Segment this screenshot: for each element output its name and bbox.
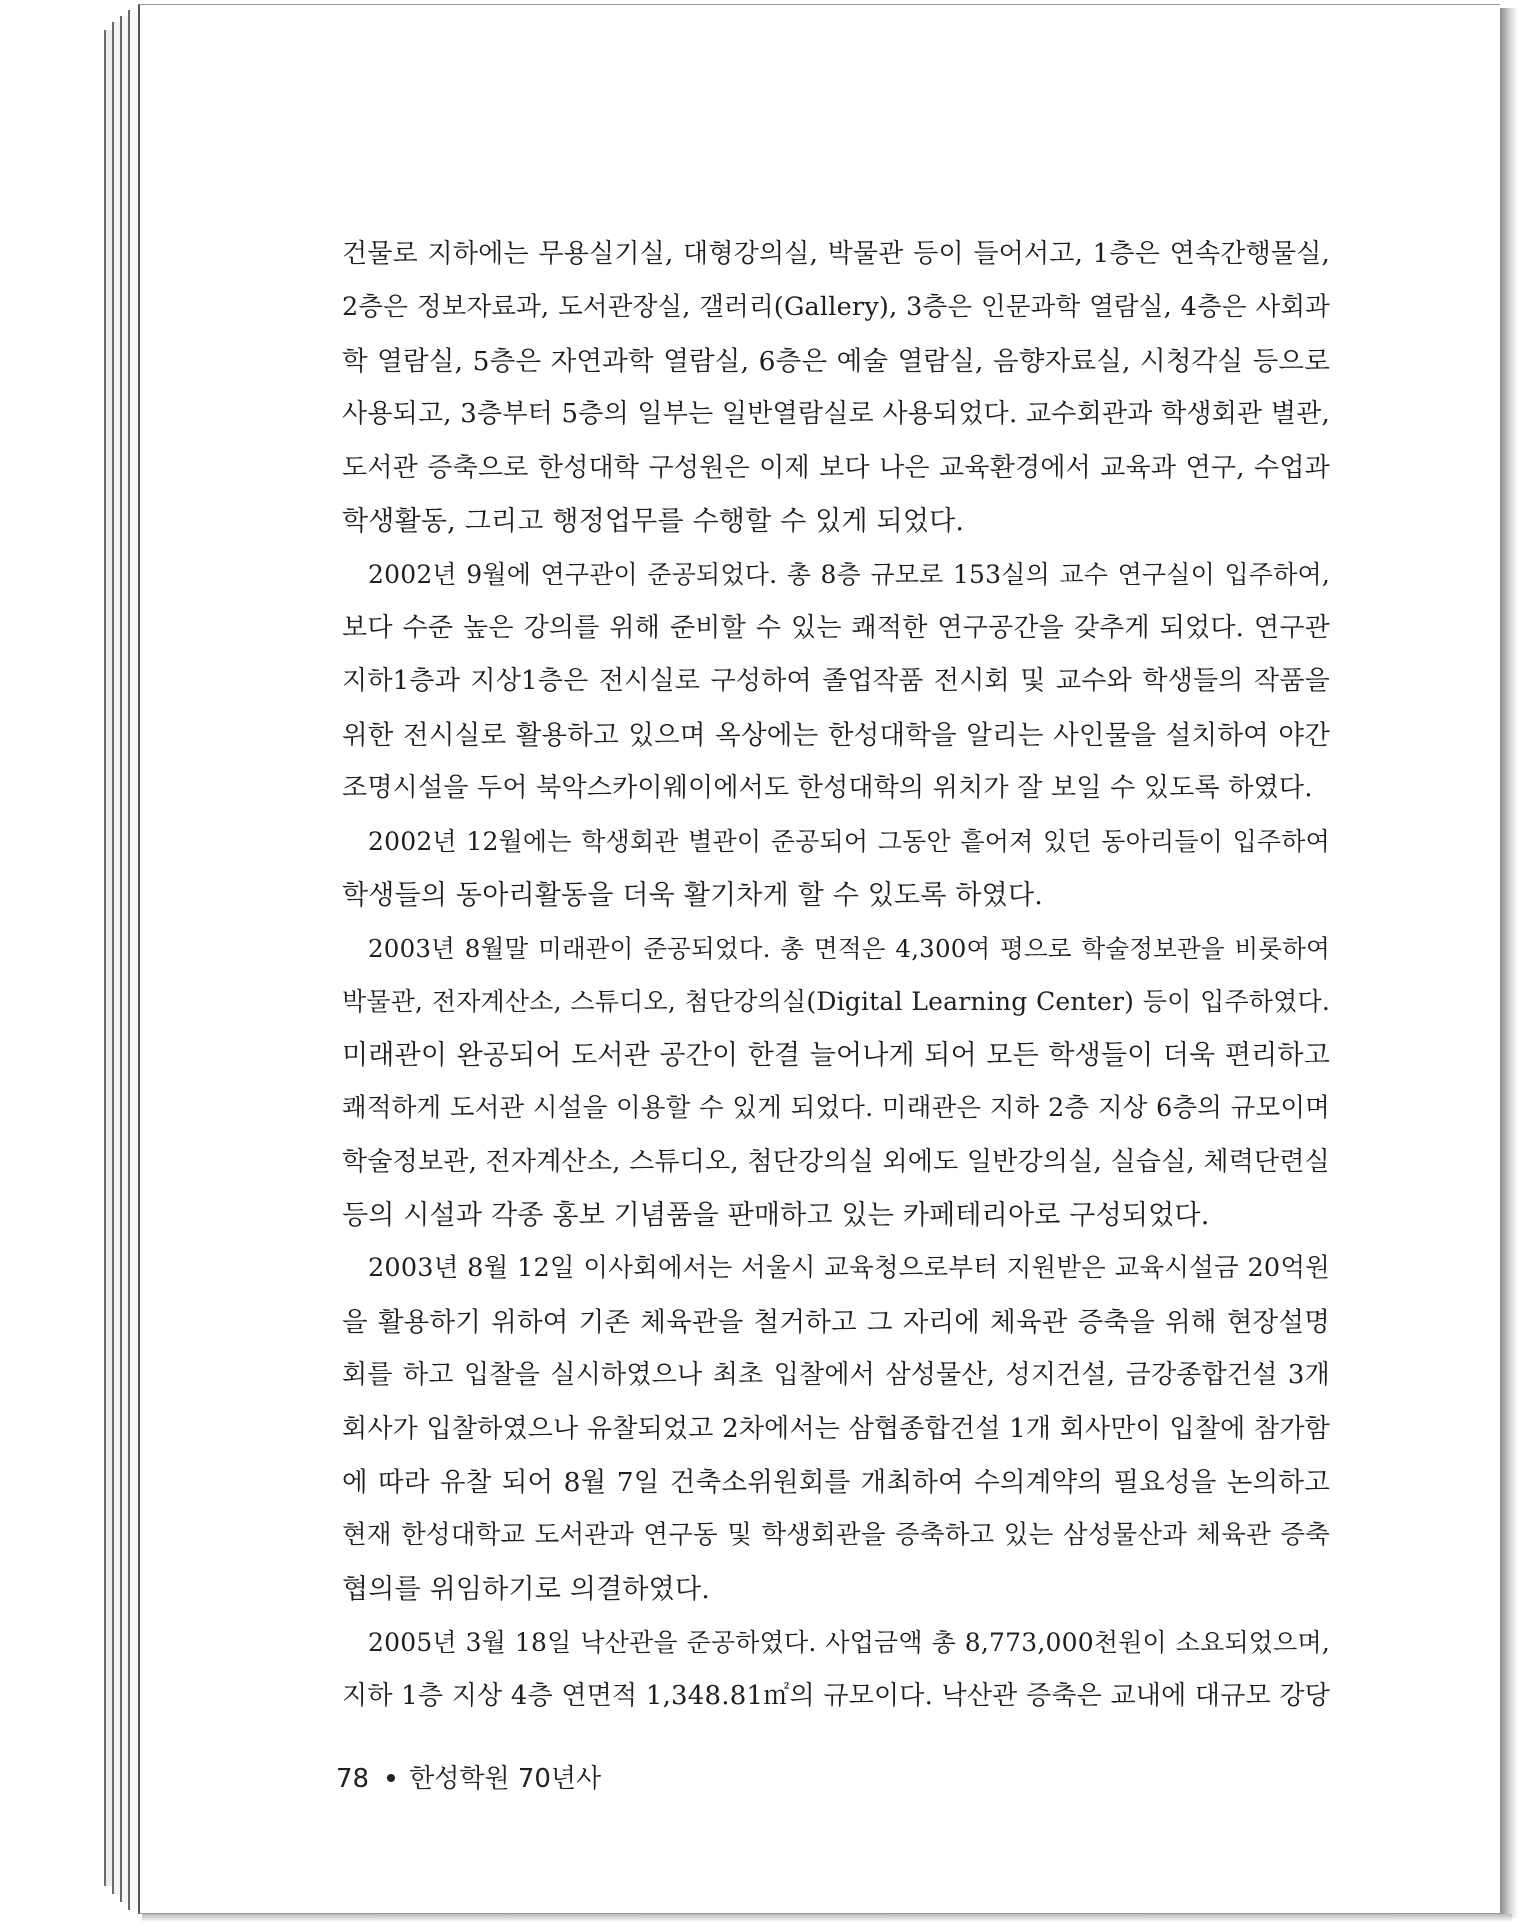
text-line: 2002년 12월에는 학생회관 별관이 준공되어 그동안 흩어져 있던 동아리들이 입주하여 bbox=[368, 827, 1330, 857]
text-line: 을 활용하기 위하여 기존 체육관을 철거하고 그 자리에 체육관 증축을 위해 현장설명 bbox=[342, 1306, 1330, 1338]
bullet-separator bbox=[387, 1774, 395, 1782]
text-line: 학생활동, 그리고 행정업무를 수행할 수 있게 되었다. bbox=[342, 505, 965, 537]
text-line: 2005년 3월 18일 낙산관을 준공하였다. 사업금액 총 8,773,000천원이 소요되었으며, bbox=[368, 1628, 1330, 1658]
text-line: 회를 하고 입찰을 실시하였으나 최초 입찰에서 삼성물산, 성지건설, 금강종합건설 3개 bbox=[342, 1360, 1330, 1391]
text-line: 현재 한성대학교 도서관과 연구동 및 학생회관을 증축하고 있는 삼성물산과 체육관 증축 bbox=[342, 1520, 1330, 1551]
text-line: 지하 1층 지상 4층 연면적 1,348.81㎡의 규모이다. 낙산관 증축은 교내에 대규모 강당 bbox=[342, 1680, 1330, 1711]
text-line: 등의 시설과 각종 홍보 기념품을 판매하고 있는 카페테리아로 구성되었다. bbox=[342, 1200, 1210, 1232]
page-right-shadow bbox=[1500, 8, 1518, 1918]
text-line: 조명시설을 두어 북악스카이웨이에서도 한성대학의 위치가 잘 보일 수 있도록 하였다. bbox=[342, 772, 1313, 803]
text-line: 미래관이 완공되어 도서관 공간이 한결 늘어나게 되어 모든 학생들이 더욱 편리하고 bbox=[342, 1039, 1330, 1071]
text-line: 협의를 위임하기로 의결하였다. bbox=[342, 1573, 711, 1605]
text-line: 학술정보관, 전자계산소, 스튜디오, 첨단강의실 외에도 일반강의실, 실습실, 체력단련실 bbox=[342, 1146, 1330, 1177]
page-footer bbox=[336, 1758, 601, 1795]
page-edge bbox=[120, 16, 140, 1902]
text-line: 2층은 정보자료과, 도서관장실, 갤러리(Gallery), 3층은 인문과학 열람실, 4층은 사회과 bbox=[342, 292, 1330, 323]
book-title: 한성학원 70년사 bbox=[409, 1764, 602, 1794]
text-line: 위한 전시실로 활용하고 있으며 옥상에는 한성대학을 알리는 사인물을 설치하여 야간 bbox=[342, 719, 1330, 751]
text-line: 도서관 증축으로 한성대학 구성원은 이제 보다 나은 교육환경에서 교육과 연구, 수업과 bbox=[342, 452, 1330, 483]
text-line: 쾌적하게 도서관 시설을 이용할 수 있게 되었다. 미래관은 지하 2층 지상 6층의 규모이며 bbox=[342, 1093, 1330, 1124]
text-line: 학생들의 동아리활동을 더욱 활기차게 할 수 있도록 하였다. bbox=[342, 879, 1044, 911]
text-line: 지하1층과 지상1층은 전시실로 구성하여 졸업작품 전시회 및 교수와 학생들의 작품을 bbox=[342, 666, 1330, 697]
text-line: 사용되고, 3층부터 5층의 일부는 일반열람실로 사용되었다. 교수회관과 학생회관 별관, bbox=[342, 399, 1330, 430]
text-line: 에 따라 유찰 되어 8월 7일 건축소위원회를 개최하여 수의계약의 필요성을 논의하고 bbox=[342, 1466, 1330, 1498]
page-stack-edges bbox=[100, 8, 140, 1920]
page-bottom-shadow bbox=[142, 1914, 1512, 1922]
text-line: 건물로 지하에는 무용실기실, 대형강의실, 박물관 등이 들어서고, 1층은 연속간행물실, bbox=[342, 239, 1330, 269]
page-number: 78 bbox=[336, 1764, 370, 1794]
text-line: 2003년 8월말 미래관이 준공되었다. 총 면적은 4,300여 평으로 학술정보관을 비롯하여 bbox=[368, 934, 1330, 964]
text-line: 2002년 9월에 연구관이 준공되었다. 총 8층 규모로 153실의 교수 연구실이 입주하여, bbox=[368, 560, 1330, 590]
text-line: 학 열람실, 5층은 자연과학 열람실, 6층은 예술 열람실, 음향자료실, 시청각실 등으로 bbox=[342, 345, 1330, 377]
page-edge bbox=[104, 30, 140, 1886]
text-line: 보다 수준 높은 강의를 위해 준비할 수 있는 쾌적한 연구공간을 갖추게 되었다. 연구관 bbox=[342, 612, 1330, 643]
text-line: 회사가 입찰하였으나 유찰되었고 2차에서는 삼협종합건설 1개 회사만이 입찰에 참가함 bbox=[342, 1413, 1330, 1444]
page-edge bbox=[112, 22, 140, 1894]
body-text bbox=[342, 228, 1330, 1723]
text-line: 박물관, 전자계산소, 스튜디오, 첨단강의실(Digital Learning Center) 등이 입주하였다. bbox=[342, 987, 1330, 1017]
text-line: 2003년 8월 12일 이사회에서는 서울시 교육청으로부터 지원받은 교육시설금 20억원 bbox=[368, 1253, 1330, 1284]
